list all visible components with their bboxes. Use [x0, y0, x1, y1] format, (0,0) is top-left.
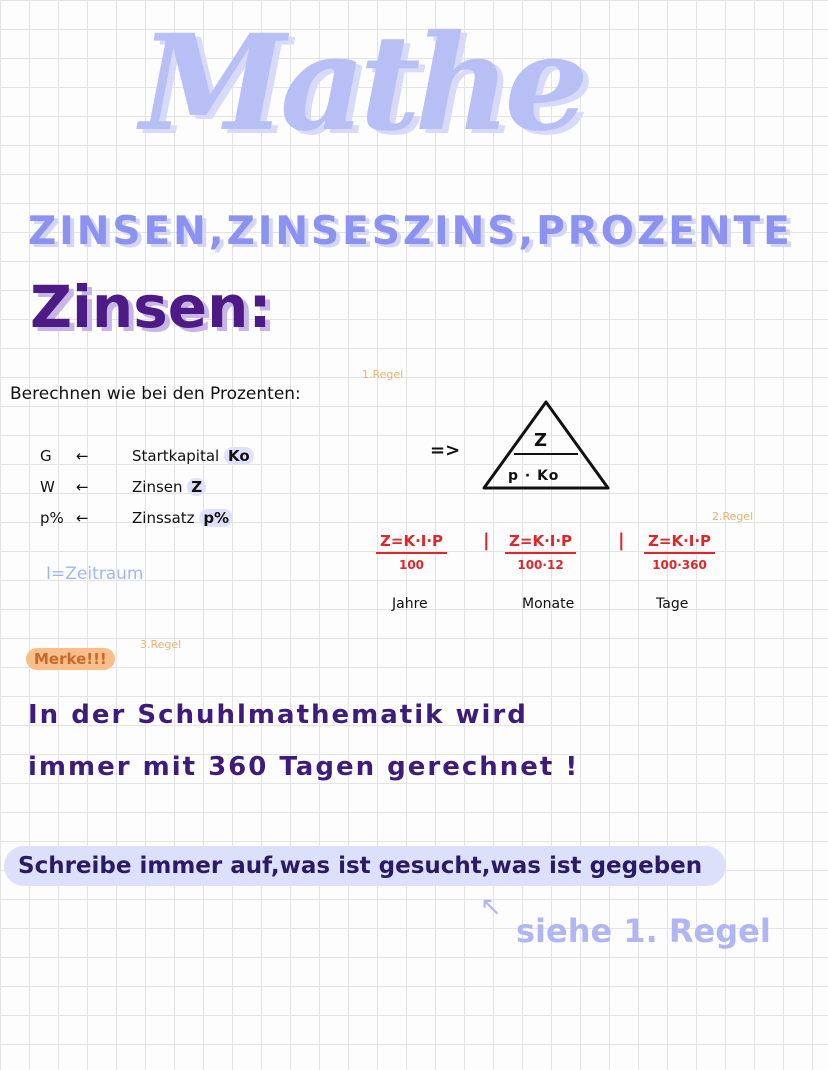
mapping-variable: p% [199, 509, 233, 527]
triangle-bottom-label: p · Ko [508, 468, 560, 484]
formula-separator: | [618, 530, 625, 551]
formula-denominator: 100 [398, 558, 425, 572]
formula-jahre [376, 532, 447, 572]
page-title: Mathe [140, 6, 583, 161]
formula-numerator: Z=K·I·P [376, 532, 447, 554]
triangle-top-label: Z [534, 430, 548, 451]
formula-denominator: 100·360 [652, 558, 707, 572]
formula-monate [505, 532, 576, 572]
formula-tage [644, 532, 715, 572]
section-heading: Zinsen: [30, 273, 272, 341]
zeitraum-note: I=Zeitraum [46, 564, 144, 584]
formula-label-monate: Monate [522, 596, 575, 612]
mapping-symbol: p% [40, 508, 64, 527]
rule-line-1: In der Schuhlmathematik wird [28, 700, 528, 730]
formula-denominator: 100·12 [517, 558, 564, 572]
regel-3-note: 3.Regel [140, 638, 182, 651]
topic-subtitle: ZINSEN,ZINSESZINS,PROZENTE [28, 209, 793, 254]
merke-badge: Merke!!! [26, 648, 115, 670]
formula-label-tage: Tage [656, 596, 689, 612]
formula-label-jahre: Jahre [392, 596, 428, 612]
formula-separator: | [483, 530, 490, 551]
regel-1-note: 1.Regel [362, 368, 404, 381]
formula-numerator: Z=K·I·P [505, 532, 576, 554]
mapping-row [40, 440, 254, 471]
mapping-label: Zinsen [132, 477, 183, 496]
mapping-label: Zinssatz [132, 508, 195, 527]
left-arrow-icon: ← [76, 508, 89, 527]
left-arrow-icon: ← [76, 446, 89, 465]
mapping-symbol: W [40, 477, 55, 496]
regel-2-note: 2.Regel [712, 510, 754, 523]
mapping-variable: Ko [224, 447, 254, 465]
up-left-arrow-icon: ↖ [480, 892, 502, 922]
implies-arrow: => [430, 440, 461, 461]
left-arrow-icon: ← [76, 477, 89, 496]
mapping-label: Startkapital [132, 446, 220, 465]
formula-numerator: Z=K·I·P [644, 532, 715, 554]
mapping-table [40, 440, 254, 533]
mapping-variable: Z [187, 478, 206, 496]
rule-line-2: immer mit 360 Tagen gerechnet ! [28, 752, 580, 782]
mapping-row [40, 471, 254, 502]
hint-banner: Schreibe immer auf,was ist gesucht,was ist gegeben [4, 846, 726, 886]
siehe-note: siehe 1. Regel [516, 912, 771, 950]
mapping-symbol: G [40, 446, 52, 465]
intro-text: Berechnen wie bei den Prozenten: [10, 384, 301, 404]
mapping-row [40, 502, 254, 533]
